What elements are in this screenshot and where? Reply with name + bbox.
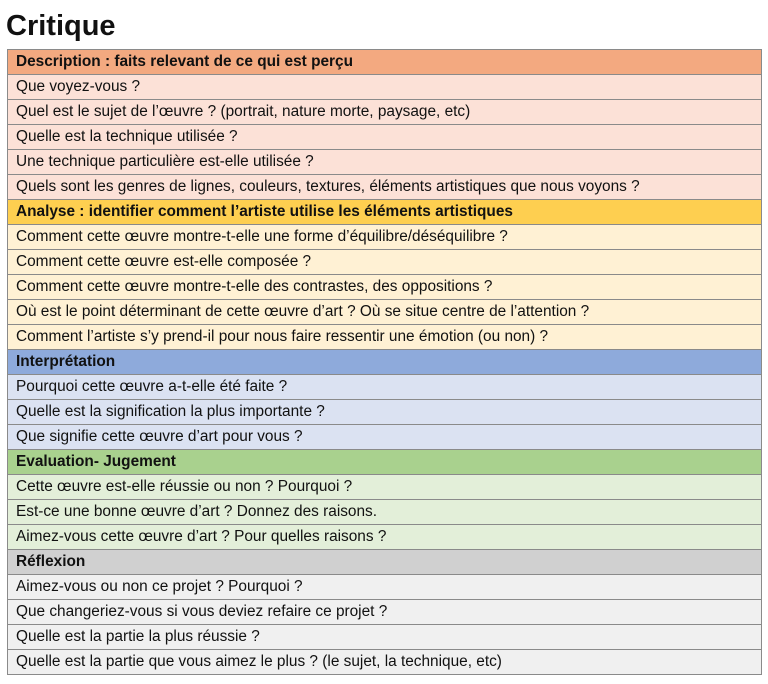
question-cell: Cette œuvre est-elle réussie ou non ? Pourquoi ?	[8, 475, 762, 500]
section-heading: Evaluation- Jugement	[8, 450, 762, 475]
table-row	[8, 525, 762, 550]
question-cell: Aimez-vous cette œuvre d’art ? Pour quelles raisons ?	[8, 525, 762, 550]
question-cell: Où est le point déterminant de cette œuvre d’art ? Où se situe centre de l’attention ?	[8, 300, 762, 325]
table-row	[8, 75, 762, 100]
critique-table	[7, 49, 762, 675]
section-header-row	[8, 50, 762, 75]
page-title: Critique	[6, 10, 116, 42]
section-heading: Analyse : identifier comment l’artiste utilise les éléments artistiques	[8, 200, 762, 225]
question-cell: Comment l’artiste s’y prend-il pour nous faire ressentir une émotion (ou non) ?	[8, 325, 762, 350]
section-heading: Description : faits relevant de ce qui est perçu	[8, 50, 762, 75]
question-cell: Que changeriez-vous si vous deviez refaire ce projet ?	[8, 600, 762, 625]
question-cell: Aimez-vous ou non ce projet ? Pourquoi ?	[8, 575, 762, 600]
table-row	[8, 650, 762, 675]
question-cell: Quelle est la signification la plus importante ?	[8, 400, 762, 425]
section-header-row	[8, 550, 762, 575]
table-row	[8, 250, 762, 275]
table-row	[8, 325, 762, 350]
section-heading: Réflexion	[8, 550, 762, 575]
question-cell: Quelle est la technique utilisée ?	[8, 125, 762, 150]
table-row	[8, 425, 762, 450]
critique-table-body	[8, 50, 762, 675]
section-header-row	[8, 350, 762, 375]
question-cell: Est-ce une bonne œuvre d’art ? Donnez des raisons.	[8, 500, 762, 525]
table-row	[8, 300, 762, 325]
table-row	[8, 500, 762, 525]
table-row	[8, 175, 762, 200]
table-row	[8, 475, 762, 500]
question-cell: Pourquoi cette œuvre a-t-elle été faite ?	[8, 375, 762, 400]
table-row	[8, 575, 762, 600]
table-row	[8, 375, 762, 400]
section-header-row	[8, 200, 762, 225]
table-row	[8, 125, 762, 150]
question-cell: Une technique particulière est-elle utilisée ?	[8, 150, 762, 175]
question-cell: Quelle est la partie la plus réussie ?	[8, 625, 762, 650]
question-cell: Que signifie cette œuvre d’art pour vous ?	[8, 425, 762, 450]
section-heading: Interprétation	[8, 350, 762, 375]
question-cell: Quels sont les genres de lignes, couleurs, textures, éléments artistiques que nous voyons ?	[8, 175, 762, 200]
question-cell: Quel est le sujet de l’œuvre ? (portrait, nature morte, paysage, etc)	[8, 100, 762, 125]
table-row	[8, 100, 762, 125]
table-row	[8, 275, 762, 300]
table-row	[8, 400, 762, 425]
question-cell: Comment cette œuvre montre-t-elle des contrastes, des oppositions ?	[8, 275, 762, 300]
question-cell: Comment cette œuvre est-elle composée ?	[8, 250, 762, 275]
question-cell: Que voyez-vous ?	[8, 75, 762, 100]
table-row	[8, 625, 762, 650]
table-row	[8, 150, 762, 175]
section-header-row	[8, 450, 762, 475]
table-row	[8, 600, 762, 625]
question-cell: Quelle est la partie que vous aimez le plus ? (le sujet, la technique, etc)	[8, 650, 762, 675]
table-row	[8, 225, 762, 250]
question-cell: Comment cette œuvre montre-t-elle une forme d’équilibre/déséquilibre ?	[8, 225, 762, 250]
